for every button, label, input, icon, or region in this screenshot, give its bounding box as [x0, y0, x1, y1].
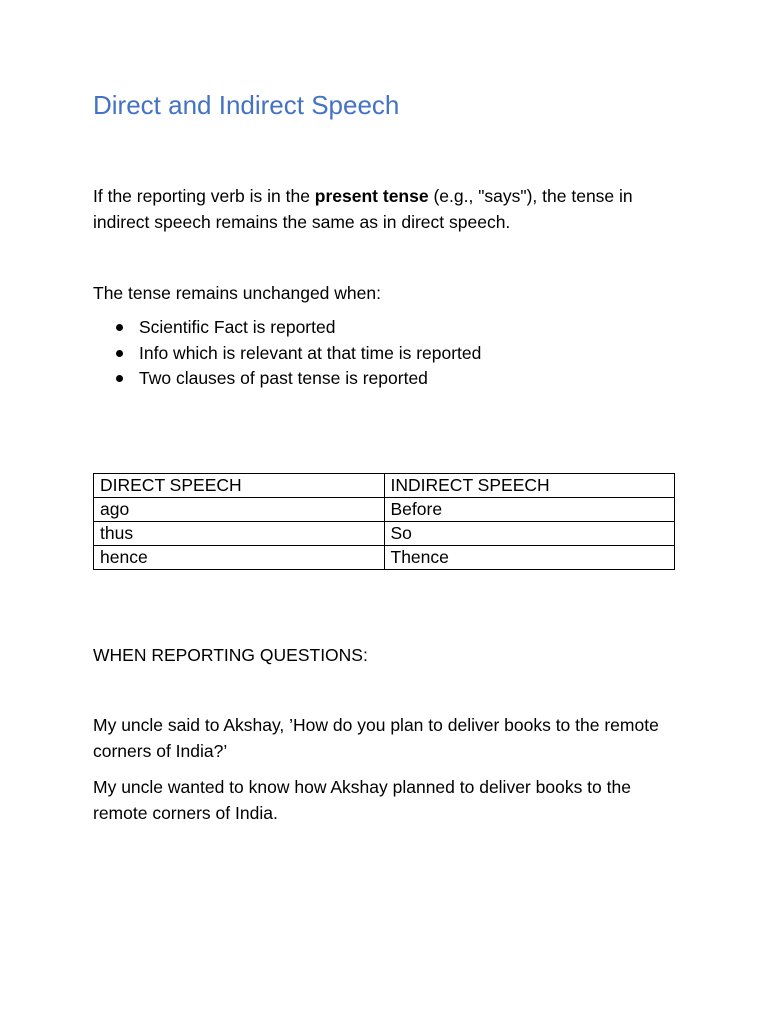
table-cell-direct: hence	[94, 546, 385, 570]
intro-paragraph	[93, 183, 683, 235]
list-item-text: Two clauses of past tense is reported	[139, 368, 428, 388]
table-cell-indirect: Thence	[384, 546, 675, 570]
list-item	[93, 341, 481, 367]
bullet-dot-icon	[116, 324, 123, 331]
list-item-text: Scientific Fact is reported	[139, 317, 336, 337]
table-cell-indirect: Before	[384, 498, 675, 522]
speech-word-table	[93, 473, 675, 570]
list-item	[93, 366, 481, 392]
header-cell-indirect: INDIRECT SPEECH	[384, 474, 675, 498]
table-row	[94, 522, 675, 546]
page-title: Direct and Indirect Speech	[93, 90, 400, 120]
intro-text-after: (e.g., "says"), the tense in indirect speech remains the same as in direct speech.	[93, 186, 633, 232]
list-item	[93, 315, 481, 341]
table-cell-direct: thus	[94, 522, 385, 546]
bullet-dot-icon	[116, 375, 123, 382]
bullet-dot-icon	[116, 350, 123, 357]
unchanged-heading: The tense remains unchanged when:	[93, 283, 381, 303]
intro-text-before: If the reporting verb is in the	[93, 186, 315, 206]
table-row	[94, 498, 675, 522]
table-header-row	[94, 474, 675, 498]
bullet-list	[93, 315, 481, 392]
table-cell-indirect: So	[384, 522, 675, 546]
list-item-text: Info which is relevant at that time is reported	[139, 342, 482, 363]
example-direct-sentence: My uncle said to Akshay, ’How do you plan to deliver books to the remote corners of India?’	[93, 715, 659, 761]
header-cell-direct: DIRECT SPEECH	[94, 474, 385, 498]
intro-bold-term: present tense	[314, 186, 429, 206]
questions-heading: WHEN REPORTING QUESTIONS:	[93, 645, 368, 665]
table-row	[94, 546, 675, 570]
table-cell-direct: ago	[94, 498, 385, 522]
example-indirect-sentence: My uncle wanted to know how Akshay planned to deliver books to the remote corners of India.	[93, 777, 631, 823]
